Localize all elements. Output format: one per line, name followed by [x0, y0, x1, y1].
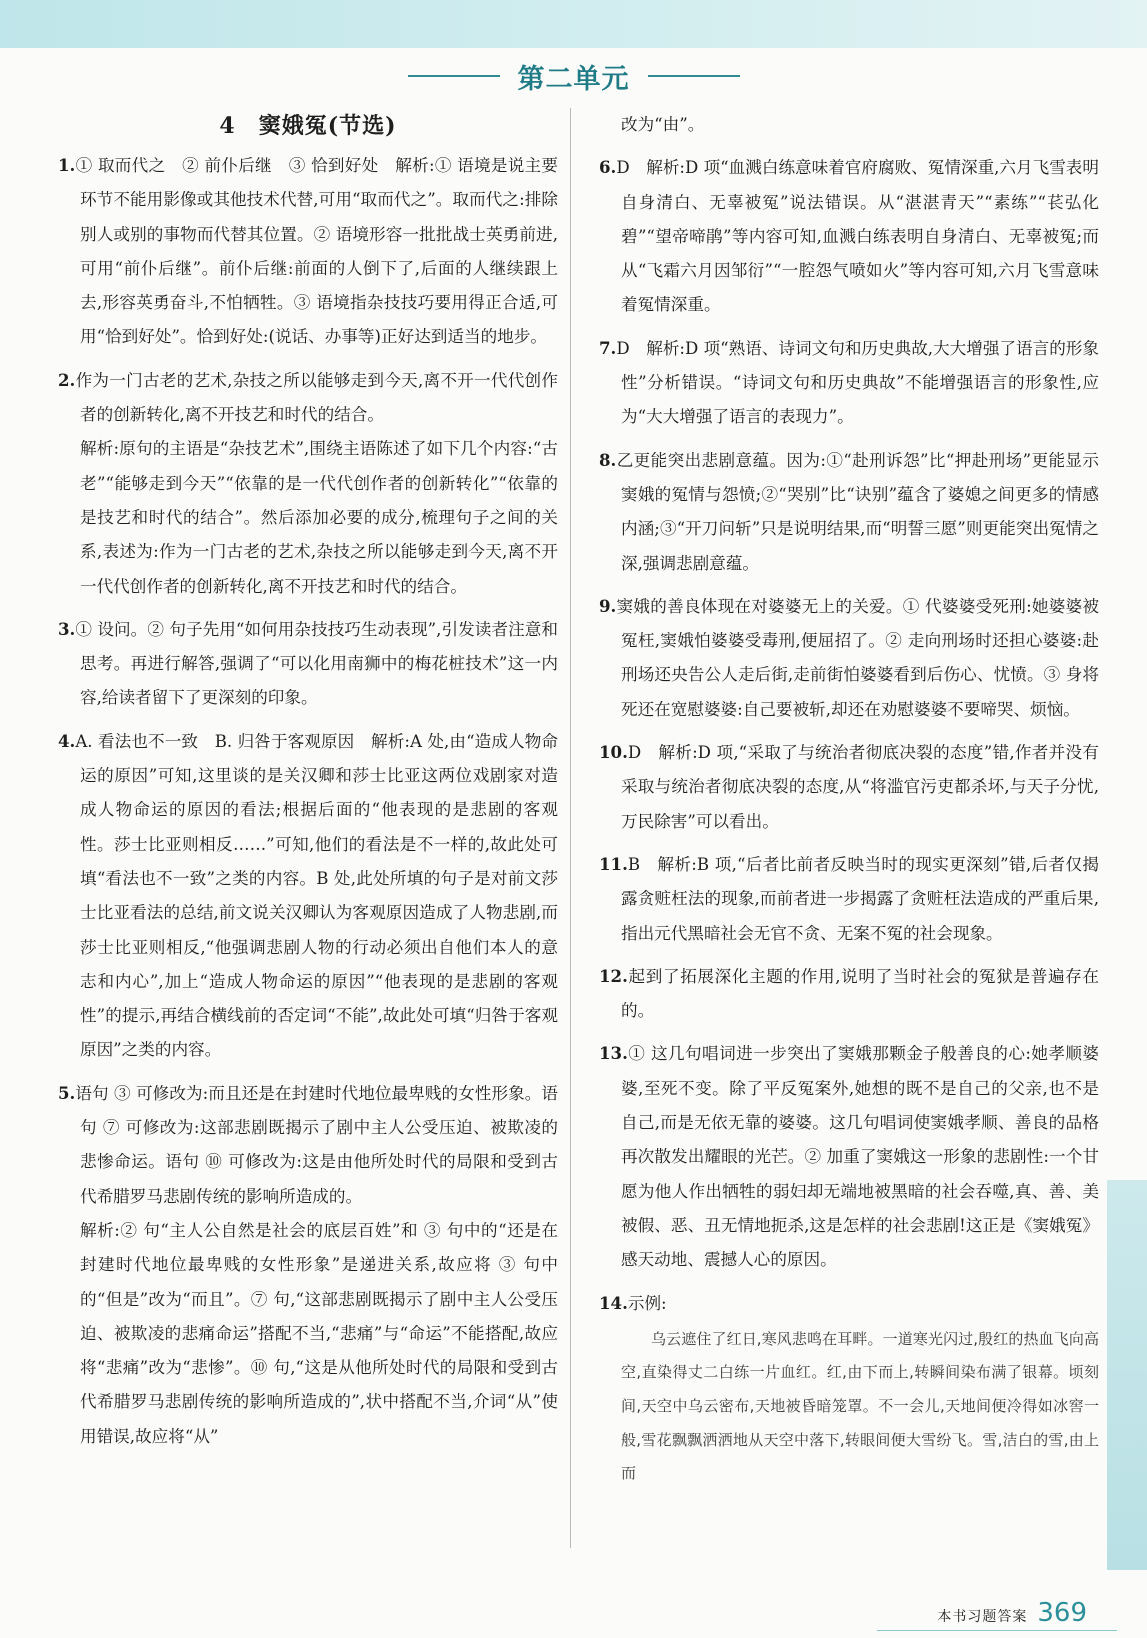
answer-item: 1.① 取而代之 ② 前仆后继 ③ 恰到好处 解析:① 语境是说主要环节不能用影像或其他技术代替,可用“取而代之”。取而代之:排除别人或别的事物而代替其位置。② 语境形容一批批战士英勇前进,可用“前仆后继”。前仆后继:前面的人倒下了,后面的人继续跟上去,形容英勇奋斗,不怕牺牲。③ 语境指杂技技巧要用得正合适,可用“恰到好处”。恰到好处:(说话、办事等)正好达到适当的地步。 [58, 155, 558, 347]
answer-analysis: 解析:原句的主语是“杂技艺术”,围绕主语陈述了如下几个内容:“古老”“能够走到今天”“依靠的是一代代创作者的创新转化”“依靠的是技艺和时代的结合”。然后添加必要的成分,梳理句子之间的关系,表述为:作为一门古老的艺术,杂技之所以能够走到今天,离不开一代代创作者的创新转化,离不开技艺和时代的结合。 [80, 439, 558, 596]
answer-item: 4.A. 看法也不一致 B. 归咎于客观原因 解析:A 处,由“造成人物命运的原因”可知,这里谈的是关汉卿和莎士比亚这两位戏剧家对造成人物命运的原因的看法;根据后面的“他表现的是悲剧的客观性。莎士比亚则相反……”可知,他们的看法是不一样的,故此处可填“看法也不一致”之类的内容。B 处,此处所填的句子是对前文莎士比亚看法的总结,前文说关汉卿认为客观原因造成了人物悲剧,而莎士比亚则相反,“他强调悲剧人物的行动必须出自他们本人的意志和内心”,加上“造成人物命运的原因”“他表现的是悲剧的客观性”的提示,再结合横线前的否定词“不能”,故此处可填“归咎于客观原因”之类的内容。 [58, 730, 558, 1060]
answer-item: 11.B 解析:B 项,“后者比前者反映当时的现实更深刻”错,后者仅揭露贪赃枉法的现象,而前者进一步揭露了贪赃枉法造成的严重后果,指出元代黑暗社会无官不贪、无案不冤的社会现象。 [599, 853, 1099, 943]
answer-item: 9.窦娥的善良体现在对婆婆无上的关爱。① 代婆婆受死刑:她婆婆被冤枉,窦娥怕婆婆受毒刑,便屈招了。② 走向刑场时还担心婆婆:赴刑场还央告公人走后街,走前街怕婆婆看到后伤心、忧愤。③ 身将死还在宽慰婆婆:自己要被斩,却还在劝慰婆婆不要啼哭、烦恼。 [599, 595, 1099, 719]
answer-item: 2.作为一门古老的艺术,杂技之所以能够走到今天,离不开一代代创作者的创新转化,离不开技艺和时代的结合。 [58, 369, 558, 425]
side-color-band [1107, 1180, 1147, 1570]
column-divider [570, 108, 571, 1548]
left-column [58, 108, 558, 1462]
answer-item: 7.D 解析:D 项“熟语、诗词文句和历史典故,大大增强了语言的形象性”分析错误。“诗词文句和历史典故”不能增强语言的形象性,应为“大大增强了语言的表现力”。 [599, 337, 1099, 427]
answer-item: 13.① 这几句唱词进一步突出了窦娥那颗金子般善良的心:她孝顺婆婆,至死不变。除了平反冤案外,她想的既不是自己的父亲,也不是自己,而是无依无靠的婆婆。这几句唱词使窦娥孝顺、善良的品格再次散发出耀眼的光芒。② 加重了窦娥这一形象的悲剧性:一个甘愿为他人作出牺牲的弱妇却无端地被黑暗的社会吞噬,真、善、美被假、恶、丑无情地扼杀,这是怎样的社会悲剧!这正是《窦娥冤》感天动地、震撼人心的原因。 [599, 1043, 1099, 1270]
footer-rule [877, 1630, 1117, 1631]
essay-paragraph: 乌云遮住了红日,寒风悲鸣在耳畔。一道寒光闪过,殷红的热血飞向高空,直染得丈二白练一片血红。红,由下而上,转瞬间染布满了银幕。顷刻间,天空中乌云密布,天地被昏暗笼罩。不一会儿,天地间便冷得如冰窖一般,雪花飘飘洒洒地从天空中落下,转眼间便大雪纷飞。雪,洁白的雪,由上而 [621, 1329, 1099, 1483]
header-rule-left [408, 75, 500, 77]
continued-text: 改为“由”。 [621, 115, 705, 134]
answer-item: 14.示例: [599, 1292, 667, 1313]
answer-item: 10.D 解析:D 项,“采取了与统治者彻底决裂的态度”错,作者并没有采取与统治者彻底决裂的态度,从“将滥官污吏都杀坏,与天子分忧,万民除害”可以看出。 [599, 742, 1099, 831]
top-color-band [0, 0, 1147, 48]
answer-analysis: 解析:② 句“主人公自然是社会的底层百姓”和 ③ 句中的“还是在封建时代地位最卑贱的女性形象”是递进关系,故应将 ③ 句中的“但是”改为“而且”。⑦ 句,“这部悲剧既揭示了剧中主人公受压迫、被欺凌的悲痛命运”搭配不当,“悲痛”与“命运”不能搭配,故应将“悲痛”改为“悲惨”。⑩ 句,“这是从他所处时代的局限和受到古代希腊罗马悲剧传统的影响所造成的”,状中搭配不当,介词“从”使用错误,故应将“从” [80, 1220, 558, 1446]
answer-item: 12.起到了拓展深化主题的作用,说明了当时社会的冤狱是普遍存在的。 [599, 965, 1099, 1021]
right-column [599, 108, 1099, 1491]
header-rule-right [648, 75, 740, 77]
page-number: 369 [1037, 1598, 1087, 1628]
unit-title: 第二单元 [517, 63, 630, 95]
answer-item: 6.D 解析:D 项“血溅白练意味着官府腐败、冤情深重,六月飞雪表明自身清白、无辜被冤”说法错误。从“湛湛青天”“素练”“苌弘化碧”“望帝啼鹃”等内容可知,血溅白练表明自身清白、无辜被冤;而从“飞霜六月因邹衍”“一腔怨气喷如火”等内容可知,六月飞雪意味着冤情深重。 [599, 157, 1099, 315]
unit-header [0, 58, 1147, 94]
footer-label: 本书习题答案 [937, 1609, 1028, 1625]
sample-essay [599, 1323, 1099, 1491]
page-footer [937, 1598, 1087, 1628]
answer-item: 8.乙更能突出悲剧意蕴。因为:①“赴刑诉怨”比“押赴刑场”更能显示窦娥的冤情与怨愤;②“哭别”比“诀别”蕴含了婆媳之间更多的情感内涵;③“开刀问斩”只是说明结果,而“明誓三愿”则更能突出冤情之深,强调悲剧意蕴。 [599, 449, 1099, 573]
answer-item: 5.语句 ③ 可修改为:而且还是在封建时代地位最卑贱的女性形象。语句 ⑦ 可修改为:这部悲剧既揭示了剧中主人公受压迫、被欺凌的悲惨命运。语句 ⑩ 可修改为:这是由他所处时代的局限和受到古代希腊罗马悲剧传统的影响所造成的。 [58, 1082, 558, 1206]
section-title: 4 窦娥冤(节选) [219, 113, 397, 139]
answer-item: 3.① 设问。② 句子先用“如何用杂技技巧生动表现”,引发读者注意和思考。再进行解答,强调了“可以化用南狮中的梅花桩技术”这一内容,给读者留下了更深刻的印象。 [58, 618, 558, 708]
